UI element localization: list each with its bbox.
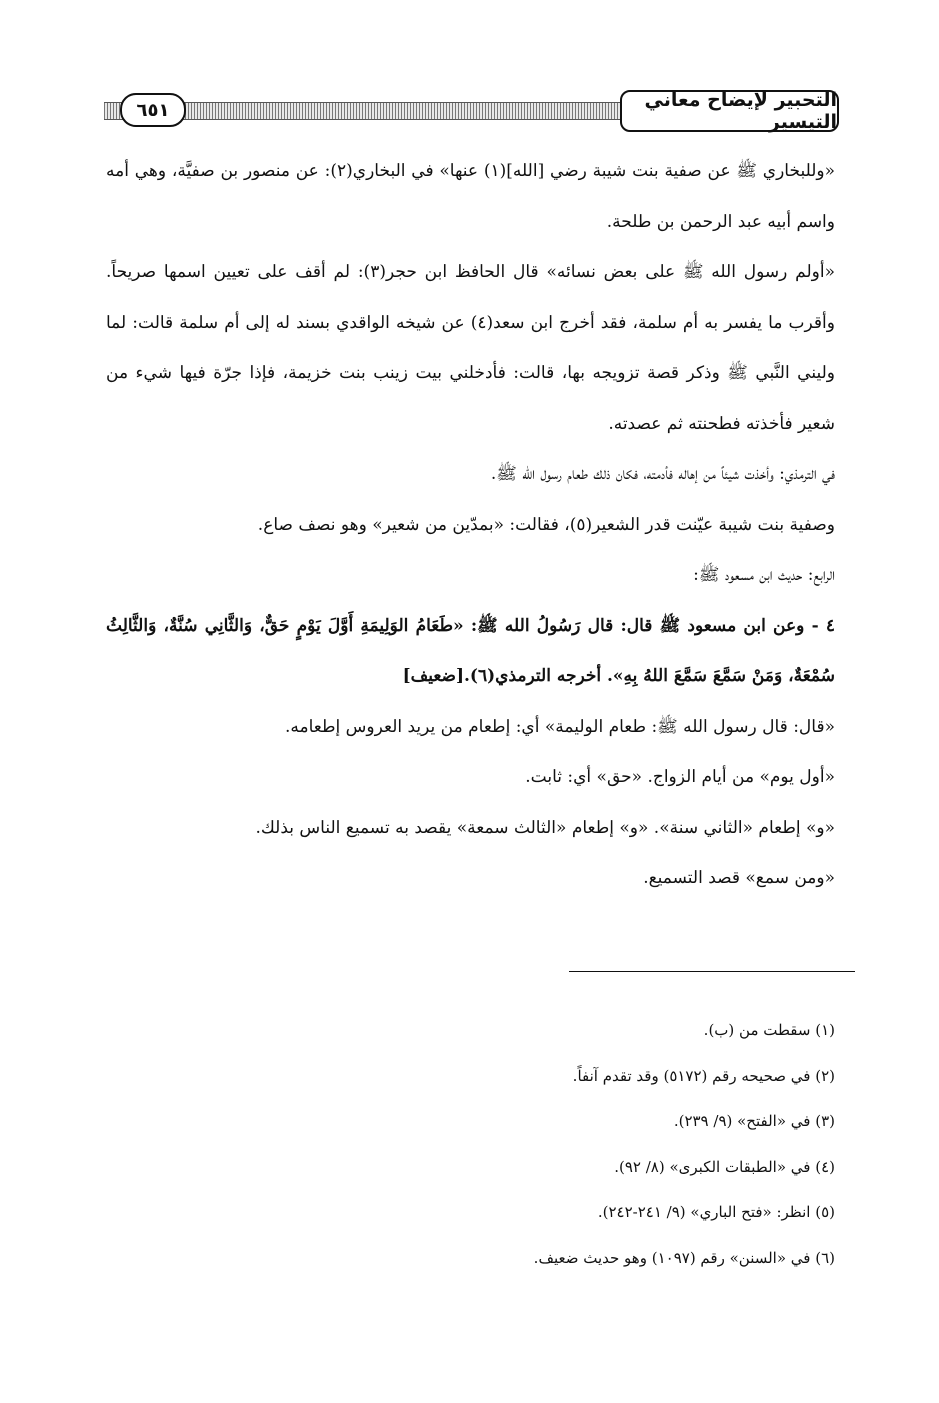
footnote-3: (٣) في «الفتح» (٩/ ٢٣٩). — [673, 1112, 835, 1130]
page-header — [104, 90, 839, 134]
commentary-3: «و» إطعام «الثاني سنة». «و» إطعام «الثالث سمعة» يقصد به تسميع الناس بذلك. — [255, 817, 835, 838]
main-text — [106, 146, 835, 904]
hadith-text: ٤ - وعن ابن مسعود ﷺ قال: قال رَسُولُ الله ﷺ: «طَعَامُ الوَلِيمَةِ أَوَّلَ يَوْمٍ حَقٌّ، وَالثَّانِي سُنَّةٌ، وَالثَّالِثُ سُمْعَةٌ، وَمَنْ سَمَّعَ سَمَّعَ اللهُ بِهِ». أخرجه الترمذي(٦).[ضعيف] — [106, 615, 835, 686]
footnote-6: (٦) في «السنن» رقم (١٠٩٧) وهو حديث ضعيف. — [533, 1248, 835, 1267]
commentary-1: «قال: قال رسول الله ﷺ: طعام الوليمة» أي: إطعام من يريد العروس إطعامه. — [285, 716, 835, 737]
footnote-2: (٢) في صحيحه رقم (٥١٧٢) وقد تقدم آنفاً. — [572, 1066, 835, 1085]
footnote-separator — [569, 971, 855, 972]
footnote-4: (٤) في «الطبقات الكبرى» (٨/ ٩٢). — [614, 1157, 835, 1176]
running-title: التحبير لإيضاح معاني التيسير — [620, 90, 839, 132]
footnote-5: (٥) انظر: «فتح الباري» (٩/ ٢٤١-٢٤٢). — [597, 1203, 835, 1221]
footnote-1: (١) سقطت من (ب). — [703, 1021, 835, 1039]
footnotes — [106, 1008, 835, 1281]
paragraph-1: «وللبخاري ﷺ عن صفية بنت شيبة رضي [الله](١) عنها» في البخاري(٢): عن منصور بن صفيَّة، وهي أمه واسم أبيه عبد الرحمن بن طلحة. — [106, 161, 835, 232]
commentary-2: «أول يوم» من أيام الزواج. «حق» أي: ثابت. — [525, 767, 835, 787]
page-number: ٦٥١ — [120, 93, 186, 127]
paragraph-4: وصفية بنت شيبة عيّنت قدر الشعير(٥)، فقالت: «بمدّين من شعير» وهو نصف صاع. — [257, 514, 835, 535]
commentary-4: «ومن سمع» قصد التسميع. — [643, 868, 835, 888]
paragraph-2: «أولم رسول الله ﷺ على بعض نسائه» قال الحافظ ابن حجر(٣): لم أقف على تعيين اسمها صريحاً. وأقرب ما يفسر به أم سلمة، فقد أخرج ابن سعد(٤) عن شيخه الواقدي بسند له إلى أم سلمة قالت: لما وليني النَّبي ﷺ وذكر قصة تزويجه بها، قالت: فأدخلني بيت زينب بنت خزيمة، فإذا جرّة فيها شيء من شعير فأخذته فطحنته ثم عصدته. — [106, 262, 835, 434]
paragraph-3: في الترمذي: وأخذت شيئاً من إهاله فأدمته، فكان ذلك طعام رسول الله ﷺ. — [490, 464, 835, 484]
section-heading: الرابع: حديث ابن مسعود ﷺ: — [693, 565, 835, 585]
